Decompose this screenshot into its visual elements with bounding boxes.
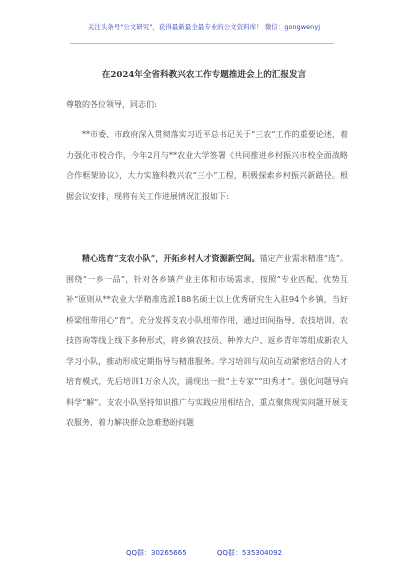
paragraph-2-lead: 精心选育“支农小队”，开拓乡村人才资源新空间。 — [82, 253, 260, 263]
paragraph-1: **市委、市政府深入贯彻落实习近平总书记关于“三农”工作的重要论述，着力强化市校合作，今年2月与**农业大学签署《共同推进乡村振兴市校全面战略合作框架协议》，大力实施科教兴农“三小”工程，积极探索乡村振兴新路径。根据会议安排，现将有关工作进展情况汇报如下: — [66, 130, 348, 201]
paragraph-2-body: 锚定产业需求精准“选”。围绕“一乡一品”，针对各乡镇产业主体和市场需求，按照“专业匹配、优势互补”原则从**农业大学精准选派188名硕士以上优秀研究生入驻94个乡镇，当好桥梁纽带用心“育”。充分发挥支农小队纽带作用，通过田间指导、农技培训、农技咨询等线上线下多种形式，将乡镇农技员、种养大户、返乡青年等组成新农人学习小队，推动形成定期指导与精准服务。学习培训与双向互动紧密结合的人才培育模式，先后培训1万余人次，涌现出一批“土专家”“田秀才”。强化问题导向科学“解”。支农小队坚持知识推广与实践应用相结合，重点聚焦现实问题开展支农服务，着力解决群众急难愁盼问题 — [66, 254, 349, 427]
salutation: 尊敬的各位领导，同志们: — [66, 100, 157, 109]
footer-qq-groups — [0, 548, 408, 558]
footer-qq-group-2: QQ群：535304092 — [216, 549, 282, 557]
document-title: 在2024年全省科教兴农工作专题推进会上的汇报发言 — [101, 70, 307, 80]
header-divider — [70, 43, 334, 44]
footer-qq-group-1: QQ群：30265665 — [126, 549, 187, 557]
header-banner: 关注头条号"公文研究"，获得最新最全最专业的公文资料库！ 微信：gongwenyj — [87, 23, 321, 31]
paragraph-2 — [66, 248, 348, 434]
